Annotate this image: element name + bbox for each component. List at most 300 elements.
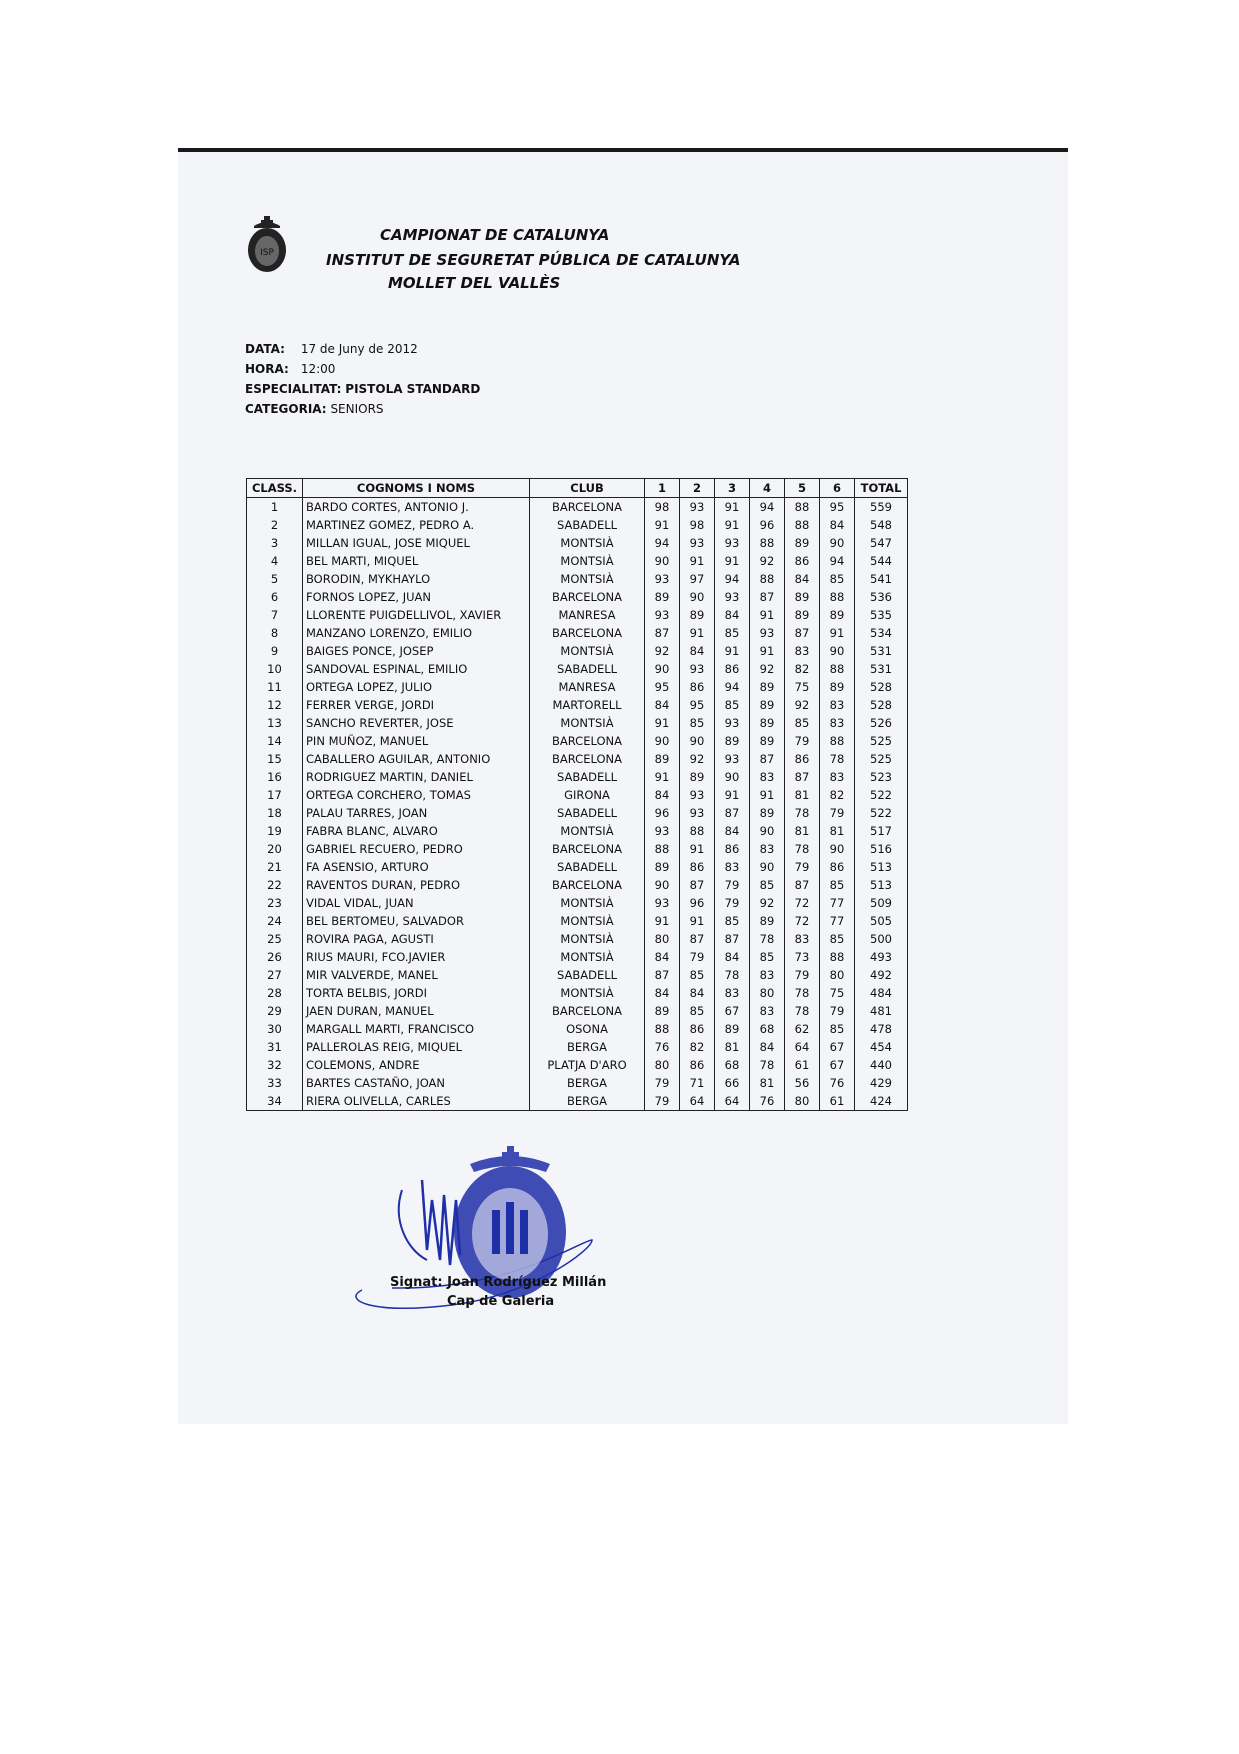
cell-total: 478 (855, 1020, 908, 1038)
cell-series-3: 81 (715, 1038, 750, 1056)
cell-series-3: 67 (715, 1002, 750, 1020)
cell-series-3: 94 (715, 570, 750, 588)
table-row (247, 732, 908, 750)
cell-club: MONTSIÀ (530, 912, 645, 930)
cell-series-1: 80 (645, 1056, 680, 1074)
cell-rank: 16 (247, 768, 303, 786)
cell-series-6: 85 (820, 930, 855, 948)
table-row (247, 822, 908, 840)
cell-total: 492 (855, 966, 908, 984)
table-row (247, 606, 908, 624)
cell-series-1: 87 (645, 624, 680, 642)
cell-series-4: 84 (750, 1038, 785, 1056)
cell-series-2: 93 (680, 534, 715, 552)
cell-rank: 26 (247, 948, 303, 966)
cell-total: 525 (855, 732, 908, 750)
cell-series-6: 67 (820, 1038, 855, 1056)
cell-series-5: 88 (785, 516, 820, 534)
cell-total: 440 (855, 1056, 908, 1074)
cell-series-5: 83 (785, 642, 820, 660)
svg-text:ISP: ISP (260, 248, 274, 258)
cell-series-2: 86 (680, 858, 715, 876)
cell-name: MANZANO LORENZO, EMILIO (303, 624, 530, 642)
cell-total: 523 (855, 768, 908, 786)
cell-series-3: 87 (715, 804, 750, 822)
cell-series-1: 91 (645, 768, 680, 786)
meta-specialty-label: ESPECIALITAT: (245, 382, 342, 396)
cell-club: BARCELONA (530, 750, 645, 768)
cell-club: SABADELL (530, 768, 645, 786)
cell-series-3: 86 (715, 840, 750, 858)
cell-total: 522 (855, 804, 908, 822)
cell-series-5: 78 (785, 984, 820, 1002)
cell-series-4: 88 (750, 570, 785, 588)
cell-total: 559 (855, 498, 908, 517)
cell-name: PALAU TARRES, JOAN (303, 804, 530, 822)
cell-series-5: 87 (785, 624, 820, 642)
cell-series-6: 77 (820, 894, 855, 912)
cell-series-3: 78 (715, 966, 750, 984)
cell-series-4: 92 (750, 894, 785, 912)
cell-series-1: 91 (645, 714, 680, 732)
cell-name: RAVENTOS DURAN, PEDRO (303, 876, 530, 894)
meta-time-label: HORA: (245, 362, 289, 376)
cell-rank: 19 (247, 822, 303, 840)
cell-series-1: 90 (645, 660, 680, 678)
cell-club: BARCELONA (530, 876, 645, 894)
cell-series-5: 72 (785, 912, 820, 930)
cell-club: SABADELL (530, 966, 645, 984)
cell-series-2: 86 (680, 1020, 715, 1038)
cell-series-6: 82 (820, 786, 855, 804)
cell-series-5: 85 (785, 714, 820, 732)
table-row (247, 570, 908, 588)
cell-series-6: 79 (820, 804, 855, 822)
cell-series-2: 93 (680, 804, 715, 822)
cell-series-3: 66 (715, 1074, 750, 1092)
cell-series-3: 86 (715, 660, 750, 678)
cell-name: CABALLERO AGUILAR, ANTONIO (303, 750, 530, 768)
cell-series-6: 77 (820, 912, 855, 930)
table-row (247, 678, 908, 696)
meta-time-value: 12:00 (300, 362, 336, 376)
cell-series-4: 83 (750, 768, 785, 786)
cell-rank: 15 (247, 750, 303, 768)
cell-series-6: 83 (820, 696, 855, 714)
cell-total: 526 (855, 714, 908, 732)
cell-name: MARTINEZ GOMEZ, PEDRO A. (303, 516, 530, 534)
cell-rank: 6 (247, 588, 303, 606)
cell-series-4: 89 (750, 804, 785, 822)
cell-name: RODRIGUEZ MARTIN, DANIEL (303, 768, 530, 786)
cell-rank: 9 (247, 642, 303, 660)
cell-series-4: 88 (750, 534, 785, 552)
cell-series-6: 90 (820, 534, 855, 552)
cell-series-4: 93 (750, 624, 785, 642)
cell-series-1: 89 (645, 1002, 680, 1020)
cell-series-2: 87 (680, 876, 715, 894)
cell-name: BAIGES PONCE, JOSEP (303, 642, 530, 660)
table-row (247, 984, 908, 1002)
cell-series-3: 84 (715, 606, 750, 624)
cell-series-6: 76 (820, 1074, 855, 1092)
table-row (247, 930, 908, 948)
table-row (247, 516, 908, 534)
cell-club: SABADELL (530, 516, 645, 534)
cell-series-4: 76 (750, 1092, 785, 1111)
cell-series-1: 89 (645, 588, 680, 606)
cell-club: BERGA (530, 1074, 645, 1092)
cell-series-4: 91 (750, 642, 785, 660)
cell-total: 500 (855, 930, 908, 948)
cell-name: FERRER VERGE, JORDI (303, 696, 530, 714)
cell-name: ORTEGA LOPEZ, JULIO (303, 678, 530, 696)
col-header-total: TOTAL (855, 479, 908, 498)
cell-total: 525 (855, 750, 908, 768)
cell-total: 528 (855, 678, 908, 696)
cell-series-1: 79 (645, 1074, 680, 1092)
cell-series-2: 93 (680, 660, 715, 678)
cell-total: 516 (855, 840, 908, 858)
cell-series-5: 78 (785, 804, 820, 822)
cell-series-2: 91 (680, 912, 715, 930)
cell-series-2: 86 (680, 1056, 715, 1074)
meta-date (245, 342, 418, 356)
signature-role: Cap de Galeria (447, 1294, 555, 1309)
cell-series-2: 91 (680, 840, 715, 858)
cell-rank: 32 (247, 1056, 303, 1074)
cell-series-1: 95 (645, 678, 680, 696)
cell-rank: 23 (247, 894, 303, 912)
cell-series-6: 85 (820, 1020, 855, 1038)
cell-name: LLORENTE PUIGDELLIVOL, XAVIER (303, 606, 530, 624)
cell-club: MONTSIÀ (530, 948, 645, 966)
cell-series-3: 84 (715, 948, 750, 966)
table-row (247, 624, 908, 642)
col-header-club: CLUB (530, 479, 645, 498)
cell-series-1: 92 (645, 642, 680, 660)
cell-total: 481 (855, 1002, 908, 1020)
cell-total: 522 (855, 786, 908, 804)
cell-rank: 34 (247, 1092, 303, 1111)
cell-name: FORNOS LOPEZ, JUAN (303, 588, 530, 606)
cell-series-2: 90 (680, 588, 715, 606)
table-row (247, 1038, 908, 1056)
table-row (247, 858, 908, 876)
cell-series-5: 92 (785, 696, 820, 714)
cell-name: MARGALL MARTI, FRANCISCO (303, 1020, 530, 1038)
signature-name: Signat: Joan Rodríguez Millán (390, 1275, 607, 1290)
cell-series-5: 87 (785, 768, 820, 786)
cell-series-3: 91 (715, 552, 750, 570)
cell-series-4: 89 (750, 696, 785, 714)
cell-club: MONTSIÀ (530, 534, 645, 552)
table-row (247, 534, 908, 552)
cell-series-6: 61 (820, 1092, 855, 1111)
cell-series-3: 93 (715, 714, 750, 732)
cell-name: SANCHO REVERTER, JOSE (303, 714, 530, 732)
cell-rank: 30 (247, 1020, 303, 1038)
cell-total: 534 (855, 624, 908, 642)
cell-series-1: 93 (645, 606, 680, 624)
cell-series-2: 92 (680, 750, 715, 768)
cell-series-3: 68 (715, 1056, 750, 1074)
cell-club: MONTSIÀ (530, 642, 645, 660)
official-stamp-and-signature-icon (332, 1140, 622, 1320)
cell-series-2: 88 (680, 822, 715, 840)
cell-club: SABADELL (530, 660, 645, 678)
cell-series-4: 81 (750, 1074, 785, 1092)
cell-club: MONTSIÀ (530, 930, 645, 948)
cell-series-2: 84 (680, 642, 715, 660)
cell-series-6: 88 (820, 660, 855, 678)
cell-series-4: 87 (750, 750, 785, 768)
meta-date-label: DATA: (245, 342, 285, 356)
cell-series-3: 91 (715, 642, 750, 660)
cell-series-5: 80 (785, 1092, 820, 1111)
cell-series-1: 94 (645, 534, 680, 552)
cell-series-2: 97 (680, 570, 715, 588)
cell-series-6: 88 (820, 588, 855, 606)
cell-series-3: 93 (715, 534, 750, 552)
cell-series-2: 95 (680, 696, 715, 714)
cell-rank: 2 (247, 516, 303, 534)
col-header-class: CLASS. (247, 479, 303, 498)
cell-series-3: 85 (715, 696, 750, 714)
meta-category-label: CATEGORIA: (245, 402, 327, 416)
table-row (247, 804, 908, 822)
cell-series-1: 90 (645, 876, 680, 894)
col-header-series-6: 6 (820, 479, 855, 498)
cell-name: RIUS MAURI, FCO.JAVIER (303, 948, 530, 966)
cell-total: 544 (855, 552, 908, 570)
cell-rank: 28 (247, 984, 303, 1002)
cell-total: 531 (855, 642, 908, 660)
cell-series-5: 89 (785, 606, 820, 624)
cell-series-2: 91 (680, 552, 715, 570)
cell-series-2: 96 (680, 894, 715, 912)
cell-series-4: 83 (750, 840, 785, 858)
cell-series-1: 87 (645, 966, 680, 984)
cell-series-5: 81 (785, 786, 820, 804)
cell-series-4: 89 (750, 732, 785, 750)
cell-series-3: 85 (715, 624, 750, 642)
cell-name: TORTA BELBIS, JORDI (303, 984, 530, 1002)
cell-series-2: 71 (680, 1074, 715, 1092)
cell-name: BARDO CORTES, ANTONIO J. (303, 498, 530, 517)
header-title: CAMPIONAT DE CATALUNYA (380, 226, 610, 244)
cell-series-1: 91 (645, 516, 680, 534)
table-row (247, 948, 908, 966)
cell-name: RIERA OLIVELLA, CARLES (303, 1092, 530, 1111)
table-row (247, 876, 908, 894)
header-location: MOLLET DEL VALLÈS (388, 274, 561, 292)
cell-total: 528 (855, 696, 908, 714)
cell-series-2: 84 (680, 984, 715, 1002)
cell-series-4: 90 (750, 858, 785, 876)
table-row (247, 498, 908, 517)
cell-series-4: 96 (750, 516, 785, 534)
cell-series-3: 64 (715, 1092, 750, 1111)
cell-rank: 11 (247, 678, 303, 696)
cell-club: MONTSIÀ (530, 570, 645, 588)
meta-category-value: SENIORS (330, 402, 384, 416)
cell-series-4: 80 (750, 984, 785, 1002)
cell-name: BORODIN, MYKHAYLO (303, 570, 530, 588)
cell-series-2: 82 (680, 1038, 715, 1056)
cell-series-1: 93 (645, 822, 680, 840)
cell-club: BERGA (530, 1092, 645, 1111)
cell-name: PIN MUÑOZ, MANUEL (303, 732, 530, 750)
col-header-series-5: 5 (785, 479, 820, 498)
cell-series-6: 95 (820, 498, 855, 517)
cell-club: BARCELONA (530, 732, 645, 750)
cell-series-6: 83 (820, 714, 855, 732)
cell-rank: 5 (247, 570, 303, 588)
cell-series-2: 98 (680, 516, 715, 534)
cell-series-5: 56 (785, 1074, 820, 1092)
table-row (247, 696, 908, 714)
cell-series-1: 91 (645, 912, 680, 930)
cell-total: 493 (855, 948, 908, 966)
cell-name: BARTES CASTAÑO, JOAN (303, 1074, 530, 1092)
cell-name: BEL MARTI, MIQUEL (303, 552, 530, 570)
cell-series-6: 86 (820, 858, 855, 876)
table-row (247, 1056, 908, 1074)
cell-total: 454 (855, 1038, 908, 1056)
header-institution: INSTITUT DE SEGURETAT PÚBLICA DE CATALUNYA (326, 251, 741, 269)
cell-club: GIRONA (530, 786, 645, 804)
table-row (247, 840, 908, 858)
cell-club: MANRESA (530, 678, 645, 696)
cell-series-6: 85 (820, 876, 855, 894)
cell-series-4: 68 (750, 1020, 785, 1038)
cell-series-1: 84 (645, 948, 680, 966)
cell-total: 424 (855, 1092, 908, 1111)
cell-series-3: 79 (715, 876, 750, 894)
cell-series-5: 81 (785, 822, 820, 840)
cell-series-4: 89 (750, 912, 785, 930)
cell-series-3: 94 (715, 678, 750, 696)
cell-series-2: 93 (680, 786, 715, 804)
cell-series-4: 83 (750, 1002, 785, 1020)
cell-series-1: 98 (645, 498, 680, 517)
cell-series-6: 91 (820, 624, 855, 642)
cell-total: 535 (855, 606, 908, 624)
cell-club: BARCELONA (530, 498, 645, 517)
cell-series-1: 88 (645, 840, 680, 858)
cell-rank: 21 (247, 858, 303, 876)
table-row (247, 660, 908, 678)
cell-rank: 31 (247, 1038, 303, 1056)
cell-series-2: 79 (680, 948, 715, 966)
cell-rank: 29 (247, 1002, 303, 1020)
col-header-series-2: 2 (680, 479, 715, 498)
cell-series-1: 89 (645, 750, 680, 768)
cell-series-6: 88 (820, 732, 855, 750)
cell-rank: 10 (247, 660, 303, 678)
cell-series-1: 88 (645, 1020, 680, 1038)
cell-rank: 20 (247, 840, 303, 858)
cell-club: BARCELONA (530, 840, 645, 858)
cell-name: COLEMONS, ANDRE (303, 1056, 530, 1074)
cell-series-2: 85 (680, 966, 715, 984)
cell-series-5: 89 (785, 588, 820, 606)
cell-series-5: 78 (785, 840, 820, 858)
cell-rank: 33 (247, 1074, 303, 1092)
cell-series-2: 86 (680, 678, 715, 696)
cell-club: BARCELONA (530, 1002, 645, 1020)
cell-series-6: 94 (820, 552, 855, 570)
cell-rank: 1 (247, 498, 303, 517)
cell-rank: 12 (247, 696, 303, 714)
cell-series-3: 91 (715, 786, 750, 804)
cell-series-6: 84 (820, 516, 855, 534)
cell-series-5: 86 (785, 750, 820, 768)
cell-name: ROVIRA PAGA, AGUSTI (303, 930, 530, 948)
cell-series-4: 92 (750, 552, 785, 570)
cell-club: BERGA (530, 1038, 645, 1056)
crest-logo-icon (244, 214, 290, 274)
cell-series-4: 85 (750, 876, 785, 894)
cell-total: 547 (855, 534, 908, 552)
cell-name: BEL BERTOMEU, SALVADOR (303, 912, 530, 930)
cell-series-4: 78 (750, 1056, 785, 1074)
cell-name: JAEN DURAN, MANUEL (303, 1002, 530, 1020)
cell-series-6: 78 (820, 750, 855, 768)
cell-club: MANRESA (530, 606, 645, 624)
cell-rank: 17 (247, 786, 303, 804)
cell-series-3: 87 (715, 930, 750, 948)
cell-rank: 4 (247, 552, 303, 570)
table-row (247, 750, 908, 768)
cell-club: BARCELONA (530, 588, 645, 606)
cell-series-5: 89 (785, 534, 820, 552)
cell-series-3: 85 (715, 912, 750, 930)
cell-series-3: 93 (715, 588, 750, 606)
cell-series-2: 85 (680, 1002, 715, 1020)
cell-total: 548 (855, 516, 908, 534)
cell-series-5: 79 (785, 966, 820, 984)
cell-series-5: 75 (785, 678, 820, 696)
cell-series-3: 91 (715, 498, 750, 517)
cell-series-5: 82 (785, 660, 820, 678)
col-header-series-1: 1 (645, 479, 680, 498)
cell-club: MONTSIÀ (530, 552, 645, 570)
cell-series-4: 94 (750, 498, 785, 517)
cell-series-4: 89 (750, 678, 785, 696)
cell-series-2: 85 (680, 714, 715, 732)
cell-series-1: 89 (645, 858, 680, 876)
cell-name: PALLEROLAS REIG, MIQUEL (303, 1038, 530, 1056)
table-row (247, 714, 908, 732)
cell-club: MONTSIÀ (530, 822, 645, 840)
cell-series-3: 91 (715, 516, 750, 534)
cell-series-5: 78 (785, 1002, 820, 1020)
cell-name: MIR VALVERDE, MANEL (303, 966, 530, 984)
cell-series-2: 64 (680, 1092, 715, 1111)
cell-rank: 27 (247, 966, 303, 984)
cell-club: MARTORELL (530, 696, 645, 714)
cell-name: VIDAL VIDAL, JUAN (303, 894, 530, 912)
cell-series-1: 84 (645, 786, 680, 804)
cell-series-6: 88 (820, 948, 855, 966)
cell-rank: 14 (247, 732, 303, 750)
table-row (247, 1020, 908, 1038)
cell-total: 517 (855, 822, 908, 840)
table-row (247, 1092, 908, 1111)
cell-total: 536 (855, 588, 908, 606)
